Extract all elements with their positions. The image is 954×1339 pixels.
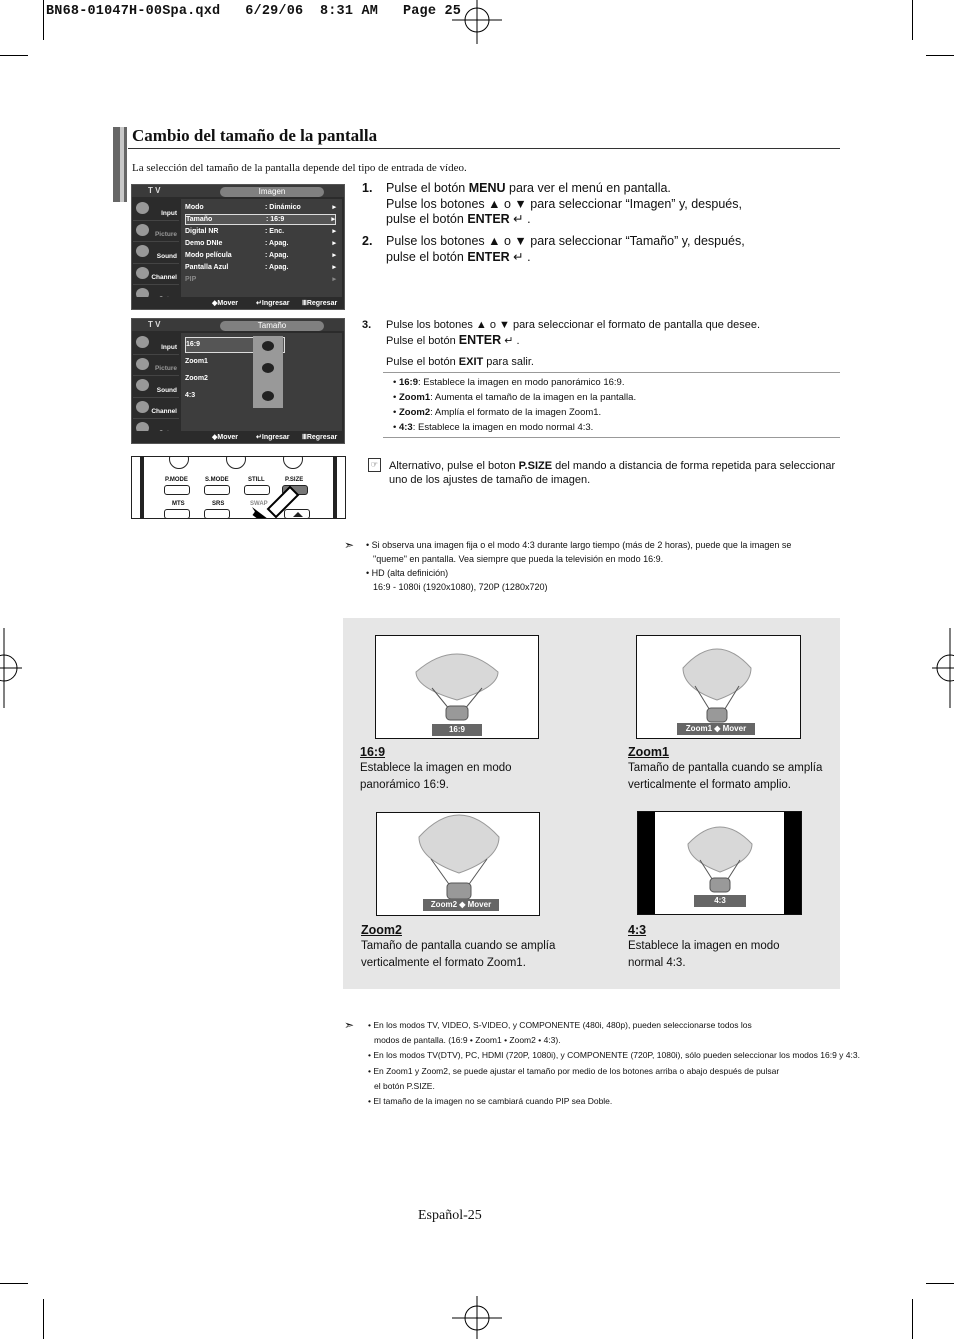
crop-mark bbox=[926, 55, 954, 56]
list-item: • 4:3: Establece la imagen en modo normal 4:3. bbox=[393, 422, 594, 433]
screen-frame-16-9 bbox=[375, 635, 539, 739]
menu-panel bbox=[181, 199, 342, 297]
zoom-desc-4-3: Establece la imagen en modo normal 4:3. bbox=[628, 940, 780, 969]
note-line: • HD (alta definición) bbox=[366, 568, 449, 578]
tv-menu-picture bbox=[131, 184, 345, 310]
balloon-illustration bbox=[413, 812, 505, 903]
menu-footer bbox=[132, 297, 344, 309]
footer-back: ⅢRegresar bbox=[302, 434, 338, 441]
alternative-note: Alternativo, pulse el boton P.SIZE del mando a distancia de forma repetida para seleccionar uno de los ajustes de tamaño de imagen. bbox=[389, 460, 836, 486]
note-line: modos de pantalla. (16:9 • Zoom1 • Zoom2 • 4:3). bbox=[374, 1035, 561, 1046]
menu-row-pip: PIP ▸ bbox=[185, 276, 336, 283]
zoom-title-zoom2: Zoom2 bbox=[361, 923, 402, 937]
footer-move: ◆Mover bbox=[212, 434, 239, 441]
footer-enter: ↵Ingresar bbox=[256, 300, 290, 307]
zoom-title-16-9: 16:9 bbox=[360, 745, 386, 759]
tv-label: T V bbox=[148, 320, 161, 329]
crop-mark bbox=[912, 1299, 913, 1339]
notes-block-1 bbox=[366, 538, 846, 594]
menu-row-modo: Modo : Dinámico ▸ bbox=[185, 204, 336, 211]
input-icon bbox=[136, 202, 149, 214]
tv-menu-size bbox=[131, 318, 345, 444]
note-arrow-icon: ➣ bbox=[344, 1018, 355, 1032]
size-option-zoom2: Zoom2 bbox=[185, 375, 208, 382]
step-1: 1. Pulse el botón MENU para ver el menú en pantalla. Pulse los botones ▲ o ▼ para seleccionar “Imagen” y, después, pulse el botón ENTER ↵ . bbox=[362, 181, 742, 226]
channel-icon bbox=[136, 267, 149, 279]
pointing-hand-icon bbox=[250, 485, 300, 519]
arrow-right-icon: ▸ bbox=[332, 252, 336, 259]
mts-button-label: MTS bbox=[172, 501, 185, 507]
menu-row-demo-dnie: Demo DNIe : Apag. ▸ bbox=[185, 240, 336, 247]
sidebar-item-sound: Sound bbox=[133, 376, 179, 398]
input-icon bbox=[136, 336, 149, 348]
menu-sidebar bbox=[133, 333, 179, 441]
registration-mark-left bbox=[0, 628, 22, 708]
crop-mark bbox=[43, 1299, 44, 1339]
tv-label: T V bbox=[148, 186, 161, 195]
picture-icon bbox=[136, 358, 149, 370]
step-3: 3. Pulse los botones ▲ o ▼ para seleccionar el formato de pantalla que desee. Pulse el botón ENTER ↵ . bbox=[362, 319, 760, 347]
menu-tab-tamano: Tamaño bbox=[220, 321, 324, 331]
channel-icon bbox=[136, 401, 149, 413]
note-arrow-icon: ➣ bbox=[344, 538, 355, 552]
intro-text: La selección del tamaño de la pantalla depende del tipo de entrada de vídeo. bbox=[132, 162, 467, 174]
size-options-list bbox=[383, 372, 840, 438]
picture-icon bbox=[136, 224, 149, 236]
registration-mark-bottom bbox=[452, 1296, 502, 1339]
sidebar-item-picture: Picture bbox=[133, 221, 179, 243]
arrow-right-icon: ▸ bbox=[331, 216, 335, 223]
hand-note-icon: ☞ bbox=[368, 458, 381, 472]
title-rule bbox=[128, 148, 840, 149]
menu-row-pantalla-azul: Pantalla Azul : Apag. ▸ bbox=[185, 264, 336, 271]
sidebar-item-channel: Channel bbox=[133, 398, 179, 420]
pmode-button-label: P.MODE bbox=[165, 477, 188, 483]
arrow-right-icon: ▸ bbox=[332, 276, 336, 283]
balloon-illustration bbox=[412, 642, 502, 724]
note-line: "queme" en pantalla. Vea siempre que pueda la televisión en modo 16:9. bbox=[373, 554, 664, 564]
osd-label: 4:3 bbox=[694, 895, 746, 907]
footer-back: ⅢRegresar bbox=[302, 300, 338, 307]
size-option-16-9: 16:9 bbox=[185, 337, 285, 353]
list-item: • 16:9: Establece la imagen en modo panorámico 16:9. bbox=[393, 377, 625, 388]
still-button-label: STILL bbox=[248, 477, 265, 483]
arrow-right-icon: ▸ bbox=[332, 228, 336, 235]
note-line: 16:9 - 1080i (1920x1080), 720P (1280x720) bbox=[373, 582, 548, 592]
screen-frame-zoom1 bbox=[636, 635, 801, 739]
sidebar-item-sound: Sound bbox=[133, 242, 179, 264]
file-slug: BN68-01047H-00Spa.qxd 6/29/06 8:31 AM Page 25 bbox=[46, 4, 462, 19]
osd-label: 16:9 bbox=[432, 724, 482, 736]
enter-icon: ↵ . bbox=[509, 212, 531, 226]
page-number: Español-25 bbox=[418, 1208, 482, 1223]
title-accent-bar-light bbox=[120, 127, 124, 202]
balloon-illustration bbox=[677, 638, 757, 726]
notes-block-2 bbox=[368, 1018, 908, 1109]
sidebar-item-input: Input bbox=[133, 333, 179, 355]
step-2: 2. Pulse los botones ▲ o ▼ para seleccionar “Tamaño” y, después, pulse el botón ENTER ↵ . bbox=[362, 234, 745, 264]
remote-control-illustration bbox=[131, 456, 346, 519]
zoom-desc-zoom1: Tamaño de pantalla cuando se amplía verticalmente el formato amplio. bbox=[628, 762, 823, 791]
zoom-desc-16-9: Establece la imagen en modo panorámico 16:9. bbox=[360, 762, 512, 791]
osd-label: Zoom1 ◆ Mover bbox=[677, 723, 755, 735]
arrow-right-icon: ▸ bbox=[332, 204, 336, 211]
note-line: • En Zoom1 y Zoom2, se puede ajustar el tamaño por medio de los botones arriba o abajo después de pulsar bbox=[368, 1065, 780, 1076]
size-option-4-3: 4:3 bbox=[185, 392, 196, 399]
arrow-right-icon: ▸ bbox=[332, 240, 336, 247]
note-line: • En los modos TV, VIDEO, S-VIDEO, y COMPONENTE (480i, 480p), pueden seleccionarse todos los bbox=[368, 1020, 752, 1030]
enter-icon: ↵ . bbox=[509, 249, 531, 264]
zoom-title-4-3: 4:3 bbox=[628, 923, 647, 937]
zoom-title-zoom1: Zoom1 bbox=[628, 745, 669, 759]
list-item: • Zoom1: Aumenta el tamaño de la imagen en la pantalla. bbox=[393, 392, 637, 403]
sidebar-item-picture: Picture bbox=[133, 355, 179, 377]
srs-button-label: SRS bbox=[212, 501, 225, 507]
smode-button-label: S.MODE bbox=[205, 477, 229, 483]
footer-move: ◆Mover bbox=[212, 300, 239, 307]
note-line: el botón P.SIZE. bbox=[374, 1080, 435, 1091]
menu-sidebar bbox=[133, 199, 179, 307]
crop-mark bbox=[912, 0, 913, 40]
zoom-desc-zoom2: Tamaño de pantalla cuando se amplía verticalmente el formato Zoom1. bbox=[361, 940, 556, 969]
exit-instruction: Pulse el botón EXIT para salir. bbox=[386, 356, 534, 368]
note-line: • En los modos TV(DTV), PC, HDMI (720P, 1080i), y COMPONENTE (720P, 1080i), sólo pueden seleccionar los modos 16:9 y 4:3. bbox=[368, 1050, 860, 1061]
menu-panel bbox=[181, 333, 342, 431]
size-option-zoom1: Zoom1 bbox=[185, 358, 208, 365]
list-item: • Zoom2: Amplía el formato de la imagen Zoom1. bbox=[393, 407, 602, 418]
menu-tab-imagen: Imagen bbox=[220, 187, 324, 197]
footer-enter: ↵Ingresar bbox=[256, 434, 290, 441]
menu-row-tamano: Tamaño : 16:9 ▸ bbox=[186, 216, 335, 223]
crop-mark bbox=[43, 0, 44, 40]
menu-row-modo-pelicula: Modo película : Apag. ▸ bbox=[185, 252, 336, 259]
sidebar-item-channel: Channel bbox=[133, 264, 179, 286]
screen-frame-zoom2 bbox=[376, 812, 540, 916]
preview-thumbnails bbox=[253, 336, 283, 408]
screen-size-examples bbox=[343, 618, 840, 989]
crop-mark bbox=[0, 55, 28, 56]
psize-button-label: P.SIZE bbox=[285, 477, 304, 483]
balloon-illustration bbox=[682, 816, 758, 896]
crop-mark bbox=[926, 1283, 954, 1284]
menu-row-digital-nr: Digital NR : Enc. ▸ bbox=[185, 228, 336, 235]
enter-icon: ↵ . bbox=[501, 335, 520, 347]
sound-icon bbox=[136, 379, 149, 391]
crop-mark bbox=[0, 1283, 28, 1284]
menu-footer bbox=[132, 431, 344, 443]
screen-frame-4-3 bbox=[637, 811, 802, 915]
registration-mark-right bbox=[932, 628, 954, 708]
sidebar-item-input: Input bbox=[133, 199, 179, 221]
arrow-right-icon: ▸ bbox=[332, 264, 336, 271]
note-line: • Si observa una imagen fija o el modo 4:3 durante largo tiempo (más de 2 horas), puede que la imagen se bbox=[366, 540, 792, 550]
sound-icon bbox=[136, 245, 149, 257]
note-line: • El tamaño de la imagen no se cambiará cuando PIP sea Doble. bbox=[368, 1096, 613, 1107]
osd-label: Zoom2 ◆ Mover bbox=[423, 899, 499, 911]
page-title: Cambio del tamaño de la pantalla bbox=[132, 126, 378, 145]
swap-button-label: SWAP bbox=[250, 501, 268, 507]
